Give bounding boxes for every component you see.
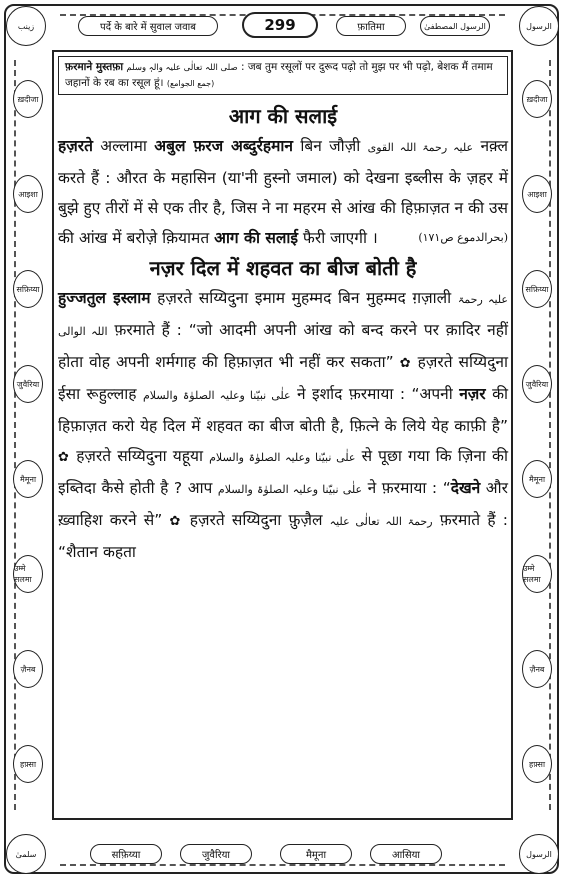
- tab-fatima: फ़ातिमा: [336, 16, 406, 36]
- left-medal: आइशा: [13, 175, 43, 213]
- tab-seal: الرسول المصطفىٰ: [420, 16, 490, 36]
- hadith-salawat: صلی اللہ تعالٰی علیہ والہٖ وسلم: [126, 63, 238, 73]
- right-medal: सफ़िय्या: [522, 270, 552, 308]
- p2-text11: फ़रमाते हैं : “शैतान कहता: [58, 511, 508, 561]
- paragraph-1: [58, 131, 508, 253]
- left-medal: सफ़िय्या: [13, 270, 43, 308]
- section-heading-2: नज़र दिल में शहवत का बीज बोती है: [149, 256, 417, 280]
- p2-arabic2: علٰی نبیّنا وعلیہ الصلوٰۃ والسلام: [142, 389, 291, 402]
- paragraph-2: [58, 283, 508, 567]
- right-vine-ornament: [523, 60, 551, 810]
- page-content: [58, 56, 508, 567]
- footer-tab: जुवैरिया: [180, 844, 252, 864]
- p2-text3: हज़रते सय्यिदुना ईसा रूहुल्लाह: [58, 353, 508, 403]
- flower-icon: ✿: [169, 514, 183, 529]
- p1-text2: बिन जौज़ी: [292, 137, 368, 155]
- right-medal: ख़दीजा: [522, 80, 552, 118]
- p2-arabic1: علیہ رحمۃ اللہ الوالی: [58, 293, 508, 338]
- corner-seal-bottom-left: سلمیٰ: [6, 834, 46, 874]
- p2-bold3: देखने: [450, 479, 481, 497]
- p2-text2: फ़रमाते हैं : “जो आदमी अपनी आंख को बन्द करने पर क़ादिर नहीं होता वोह अपनी शर्मगाह की हिफ़ाज़त भी नहीं कर सकता”: [58, 321, 508, 371]
- p2-bold1: हुज्जतुल इस्लाम: [58, 289, 151, 307]
- right-medal: मैमूना: [522, 460, 552, 498]
- corner-seal-top-right: الرسول: [519, 6, 559, 46]
- hadith-label: फ़रमाने मुस्तफ़ा: [65, 61, 124, 73]
- book-title-tab: पर्दे के बारे में सुवाल जवाब: [78, 16, 218, 36]
- left-medal: मैमूना: [13, 460, 43, 498]
- p1-arabic1: علیہ رحمۃ اللہ القوی: [367, 141, 474, 154]
- hadith-text: : जब तुम रसूलों पर दुरूद पढ़ो तो मुझ पर भी पढ़ो, बेशक मैं तमाम जहानों के रब का रसूल हूं।: [65, 61, 493, 89]
- p2-text9: और ख़्वाहिश करने से”: [58, 479, 509, 529]
- hadith-box: [58, 56, 508, 95]
- page-number: 299: [242, 12, 318, 38]
- section-heading-1: आग की सलाई: [228, 104, 338, 128]
- p1-bold3: आग की सलाई: [214, 229, 298, 247]
- p1-text3: नक़्ल करते हैं : औरत के महासिन (या'नी हुस्नो जमाल) को देखना इब्लीस के ज़हर में बुझे हुए तीरों में से एक तीर है, जिस ने ना महरम से आंख की हिफ़ाज़त न की उस की आंख में बरोज़े क़ियामत: [58, 137, 509, 247]
- flower-icon: ✿: [58, 450, 71, 465]
- p1-bold2: अबुल फ़रज अब्दुर्रहमान: [154, 137, 293, 155]
- left-vine-ornament: [14, 60, 42, 810]
- p2-text6: हज़रते सय्यिदुना यहूया: [70, 447, 210, 465]
- p2-arabic4: علٰی نبیّنا وعلیہ الصلوٰۃ والسلام: [217, 483, 363, 496]
- p2-text5: की हिफ़ाज़त करो येह दिल में शहवत का बीज बोती है, फ़ित्ने के लिये येह काफ़ी है”: [58, 385, 508, 435]
- p2-arabic3: علٰی نبیّنا وعلیہ الصلوٰۃ والسلام: [209, 451, 356, 464]
- hadith-source: (جمع الجوامع): [166, 79, 215, 88]
- left-medal: उम्मे सलमा: [13, 555, 43, 593]
- p1-text4: फैरी जाएगी ।: [297, 229, 378, 247]
- left-medal: जुवैरिया: [13, 365, 43, 403]
- right-medal: आइशा: [522, 175, 552, 213]
- p1-bold1: हज़रते: [58, 137, 93, 155]
- p2-bold2: नज़र: [459, 385, 486, 403]
- p2-text10: हज़रते सय्यिदुना फ़ुज़ैल: [182, 511, 330, 529]
- right-medal: ज़ैनब: [522, 650, 552, 688]
- left-medal: ख़दीजा: [13, 80, 43, 118]
- p2-text4: ने इर्शाद फ़रमाया : “अपनी: [290, 385, 460, 403]
- right-medal: हफ़्सा: [522, 745, 552, 783]
- corner-seal-bottom-right: الرسول: [519, 834, 559, 874]
- flower-icon: ✿: [399, 356, 412, 371]
- right-medal: उम्मे सलमा: [522, 555, 552, 593]
- p2-arabic5: رحمۃ اللہ تعالٰی علیہ: [329, 515, 433, 528]
- p1-text1: अल्लामा: [92, 137, 155, 155]
- p2-text1: हज़रते सय्यिदुना इमाम मुहम्मद बिन मुहम्मद ग़ज़ाली: [150, 289, 458, 307]
- left-medal: हफ़्सा: [13, 745, 43, 783]
- footer-tab: मैमूना: [280, 844, 352, 864]
- footer-tab: आसिया: [370, 844, 442, 864]
- p2-text8: ने फ़रमाया : “: [362, 479, 451, 497]
- p2-text7: से पूछा गया कि ज़िना की इब्तिदा कैसे होती है ? आप: [58, 447, 508, 497]
- right-medal: जुवैरिया: [522, 365, 552, 403]
- corner-seal-top-left: زینب: [6, 6, 46, 46]
- p1-reference: (بحرالدموع ص١٧١): [418, 231, 508, 244]
- left-medal: ज़ैनब: [13, 650, 43, 688]
- footer-tab: सफ़िय्या: [90, 844, 162, 864]
